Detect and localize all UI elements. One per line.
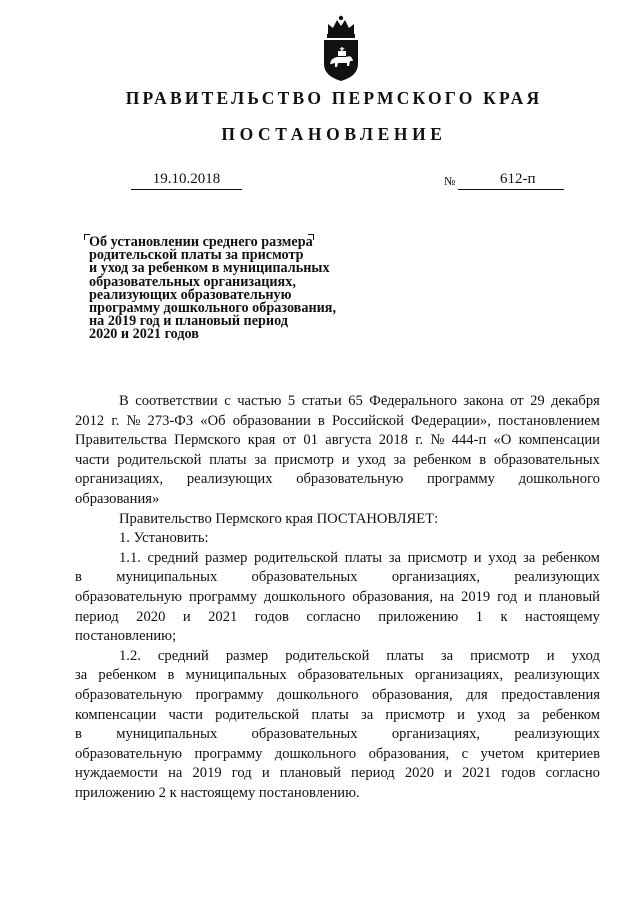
word: организациях, <box>391 726 481 743</box>
word: организациях, <box>391 569 481 586</box>
word: части <box>75 451 110 468</box>
word: ребенком <box>413 451 472 468</box>
word: 1.1. <box>119 549 141 566</box>
word: дошкольного <box>277 686 359 703</box>
word: программу <box>426 471 495 488</box>
word: и <box>341 451 350 468</box>
word: предоставления <box>501 686 600 703</box>
word: плановый <box>279 765 341 782</box>
word: за <box>440 647 454 664</box>
word: ребенком <box>542 549 600 566</box>
word: № <box>126 412 141 429</box>
word: образовательных <box>251 726 358 743</box>
word: компенсации <box>75 706 157 723</box>
word: платы <box>344 549 383 566</box>
word: 29 <box>530 393 545 409</box>
word: программу <box>189 588 257 605</box>
subject-line: и уход за ребенком в муниципальных <box>89 260 330 277</box>
word: 2019 <box>461 588 491 605</box>
word: реализующих <box>186 471 273 488</box>
word: годов <box>254 608 289 625</box>
word: 273-ФЗ <box>147 412 194 429</box>
word: образовательную <box>75 745 183 762</box>
word: к <box>500 608 508 625</box>
word: период <box>351 765 395 782</box>
word: В <box>119 393 129 409</box>
document-number: 612-п <box>458 170 564 190</box>
word: 65 <box>348 393 363 409</box>
word: размер <box>205 549 248 566</box>
word: за <box>360 706 374 723</box>
word: настоящему <box>525 608 600 625</box>
word: и <box>546 647 555 664</box>
text-line <box>75 647 600 667</box>
word: и <box>457 706 465 723</box>
word: программу <box>194 745 263 762</box>
text-line <box>75 725 600 745</box>
word: реализующих <box>514 569 600 586</box>
word: присмотр <box>470 647 530 664</box>
word: образования, <box>352 588 433 605</box>
word: Федерации», <box>411 412 491 429</box>
word: муниципальных <box>185 667 287 684</box>
subject-line: программу дошкольного образования, <box>89 300 337 317</box>
word: уход <box>477 706 506 723</box>
word: дошкольного <box>263 588 346 605</box>
word: августа <box>325 432 372 449</box>
text-line <box>75 745 600 765</box>
word: организациях, <box>75 471 164 488</box>
word: Российской <box>331 412 404 429</box>
word: Федерального <box>369 393 457 409</box>
word: платы <box>386 647 424 664</box>
word: согласно <box>306 608 361 625</box>
word: и <box>524 588 532 605</box>
word: в <box>167 667 175 684</box>
word: 5 <box>287 393 296 409</box>
word: плановый <box>538 588 600 605</box>
text-line <box>75 706 600 726</box>
word: образовательную <box>75 588 183 605</box>
government-title: ПРАВИТЕЛЬСТВО ПЕРМСКОГО КРАЯ <box>125 88 543 108</box>
word: программу <box>195 686 264 703</box>
subject-line: образовательных организациях, <box>89 273 296 290</box>
word: и <box>444 765 452 782</box>
text-line <box>75 588 600 608</box>
word: соответствии <box>135 393 218 409</box>
word: год <box>497 588 518 605</box>
word: Правительства <box>75 432 167 449</box>
number-sign: № <box>444 174 456 188</box>
word: платы <box>209 451 247 468</box>
word: № <box>430 432 445 449</box>
text-line: приложению 2 к настоящему постановлению. <box>75 784 360 801</box>
document-date: 19.10.2018 <box>131 170 242 190</box>
word: критериев <box>536 745 600 762</box>
word: в <box>75 569 82 586</box>
word: присмотр <box>274 451 334 468</box>
word: от <box>282 432 297 449</box>
text-line <box>75 470 600 490</box>
word: «О <box>493 432 512 449</box>
word: г. <box>111 412 120 429</box>
text-line <box>75 412 600 432</box>
word: декабря <box>551 393 600 409</box>
word: период <box>75 608 119 625</box>
word: образовательную <box>75 686 183 703</box>
word: родительской <box>215 706 300 723</box>
perm-krai-coat-of-arms-icon <box>316 14 366 82</box>
word: средний <box>157 647 209 664</box>
text-line: постановлению; <box>75 628 177 645</box>
word: 1.2. <box>119 647 141 664</box>
word: 2020 <box>404 765 435 782</box>
text-line <box>75 431 600 451</box>
subject-line: Об установлении среднего размера <box>89 234 313 250</box>
word: средний <box>147 549 199 566</box>
word: для <box>466 686 488 703</box>
word: Пермского <box>174 432 241 449</box>
word: присмотр <box>407 549 468 566</box>
text-line <box>75 608 600 628</box>
word: образовательную <box>296 471 404 488</box>
word: 2020 <box>136 608 166 625</box>
word: муниципальных <box>116 726 218 743</box>
word: реализующих <box>514 726 600 743</box>
item-1-heading: 1. Установить: <box>119 530 209 547</box>
text-line <box>75 568 600 588</box>
word: уход <box>571 647 600 664</box>
word: приложению <box>378 608 459 625</box>
word: образовании <box>232 412 311 429</box>
word: с <box>224 393 231 409</box>
subject-line: на 2019 год и плановый период <box>89 313 288 330</box>
word: «Об <box>200 412 226 429</box>
word: реализующих <box>514 667 600 684</box>
word: частью <box>237 393 282 409</box>
word: присмотр <box>385 706 445 723</box>
word: родительской <box>117 451 202 468</box>
word: образования, <box>372 686 453 703</box>
word: 2012 <box>75 412 105 429</box>
word: учетом <box>480 745 525 762</box>
word: постановлением <box>498 412 600 429</box>
text-line <box>75 549 600 569</box>
word: образования, <box>368 745 450 762</box>
word: закона <box>463 393 504 409</box>
word: и <box>473 549 482 566</box>
word: ребенком <box>542 706 600 723</box>
word: за <box>388 549 401 566</box>
word: муниципальных <box>116 569 218 586</box>
word: образовательных <box>493 451 600 468</box>
subject-line: реализующих образовательную <box>89 286 292 303</box>
word: 2018 <box>378 432 408 449</box>
word: за <box>523 549 536 566</box>
document-body <box>75 392 600 803</box>
document-subject <box>89 236 379 342</box>
item-1-1-paragraph <box>75 549 600 647</box>
word: 1 <box>475 608 483 625</box>
word: 01 <box>303 432 318 449</box>
text-line <box>75 764 600 784</box>
word: дошкольного <box>518 471 600 488</box>
word: г. <box>415 432 424 449</box>
word: части <box>168 706 203 723</box>
item-1-2-paragraph <box>75 647 600 804</box>
word: образовательных <box>297 667 404 684</box>
word: год <box>231 765 252 782</box>
word: на <box>168 765 183 782</box>
word: статьи <box>301 393 342 409</box>
word: на <box>439 588 455 605</box>
word: края <box>247 432 276 449</box>
subject-line: 2020 и 2021 годов <box>89 326 199 343</box>
word: в <box>75 726 82 743</box>
word: дошкольного <box>274 745 357 762</box>
text-line <box>75 666 600 686</box>
word: 2021 <box>462 765 492 782</box>
document-type-title: ПОСТАНОВЛЕНИЕ <box>221 124 447 144</box>
text-line <box>75 451 600 471</box>
text-line <box>75 686 600 706</box>
word: за <box>517 706 530 723</box>
word: нуждаемости <box>75 765 158 782</box>
word: согласно <box>545 765 600 782</box>
word: в <box>317 412 325 429</box>
word: платы <box>311 706 349 723</box>
decree-statement: Правительство Пермского края ПОСТАНОВЛЯЕТ: <box>119 510 439 527</box>
word: годов <box>501 765 536 782</box>
word: 2019 <box>192 765 222 782</box>
word: за <box>393 451 406 468</box>
text-line <box>75 392 600 412</box>
word: 444-п <box>451 432 487 449</box>
word: с <box>461 745 469 762</box>
word: в <box>479 451 487 468</box>
word: и <box>182 608 191 625</box>
text-line: образования» <box>75 490 160 507</box>
word: ребенком <box>98 667 157 684</box>
word: размер <box>225 647 269 664</box>
word: родительской <box>285 647 370 664</box>
word: за <box>75 667 88 684</box>
word: от <box>510 393 524 409</box>
word: за <box>254 451 267 468</box>
word: организациях, <box>414 667 504 684</box>
word: уход <box>488 549 517 566</box>
word: родительской <box>253 549 339 566</box>
word: уход <box>357 451 386 468</box>
word: образовательных <box>251 569 358 586</box>
word: компенсации <box>518 432 600 449</box>
intro-paragraph <box>75 392 600 510</box>
subject-line: родительской платы за присмотр <box>89 247 304 264</box>
word: и <box>261 765 270 782</box>
word: 2021 <box>208 608 238 625</box>
